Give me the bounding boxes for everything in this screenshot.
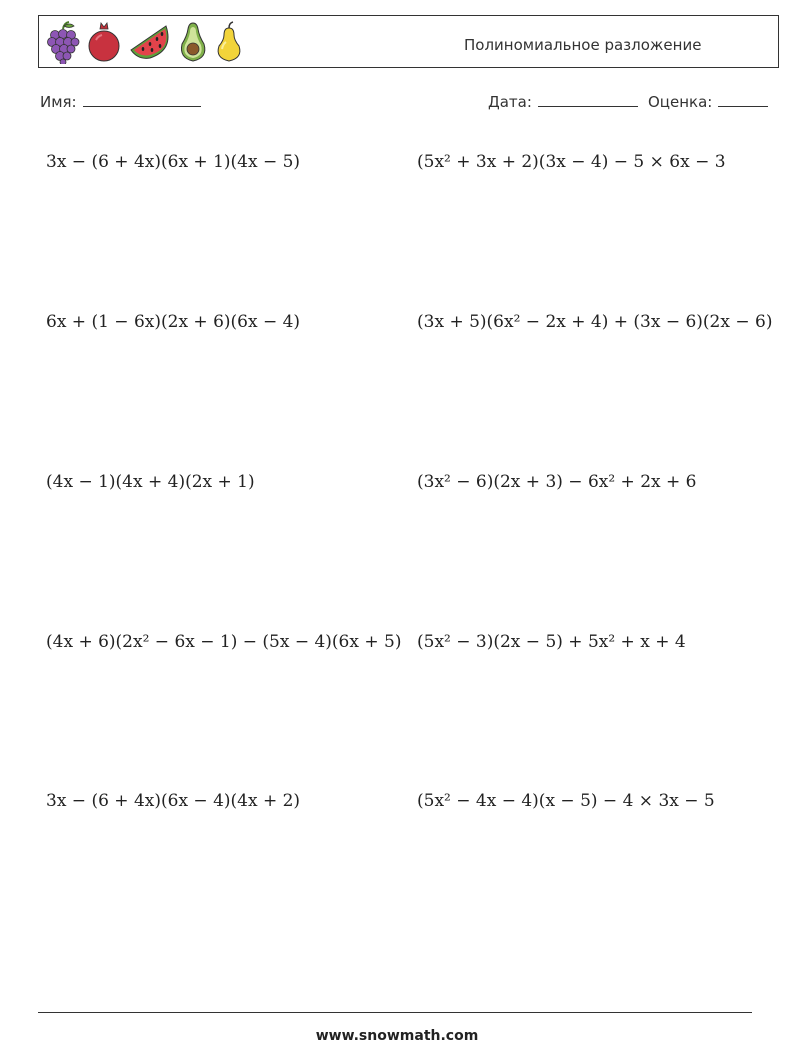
problem-6: (3x² − 6)(2x + 3) − 6x² + 2x + 6 (417, 472, 697, 492)
date-blank[interactable] (538, 93, 638, 107)
pomegranate-icon (86, 20, 122, 64)
problem-9: 3x − (6 + 4x)(6x − 4)(4x + 2) (46, 791, 301, 811)
problem-7: (4x + 6)(2x² − 6x − 1) − (5x − 4)(6x + 5) (46, 632, 402, 652)
fruit-icons (46, 19, 244, 65)
problem-8: (5x² − 3)(2x − 5) + 5x² + x + 4 (417, 632, 686, 652)
pear-icon (214, 20, 244, 64)
name-label: Имя: (40, 93, 77, 111)
problem-1: 3x − (6 + 4x)(6x + 1)(4x − 5) (46, 152, 301, 172)
grade-field (648, 93, 768, 111)
worksheet-title: Полиномиальное разложение (464, 36, 702, 54)
grade-label: Оценка: (648, 93, 713, 111)
problem-2: (5x² + 3x + 2)(3x − 4) − 5 × 6x − 3 (417, 152, 726, 172)
worksheet-header (38, 15, 779, 68)
grade-blank[interactable] (718, 93, 768, 107)
name-field (40, 93, 201, 111)
grapes-icon (46, 20, 80, 64)
problem-4: (3x + 5)(6x² − 2x + 4) + (3x − 6)(2x − 6) (417, 312, 773, 332)
name-blank[interactable] (83, 93, 201, 107)
problem-3: 6x + (1 − 6x)(2x + 6)(6x − 4) (46, 312, 301, 332)
watermelon-icon (128, 20, 172, 64)
date-label: Дата: (488, 93, 532, 111)
footer-site[interactable]: www.snowmath.com (315, 1028, 479, 1044)
avocado-icon (178, 20, 208, 64)
date-field (488, 93, 638, 111)
footer-divider (38, 1012, 752, 1013)
problem-10: (5x² − 4x − 4)(x − 5) − 4 × 3x − 5 (417, 791, 715, 811)
problem-5: (4x − 1)(4x + 4)(2x + 1) (46, 472, 255, 492)
